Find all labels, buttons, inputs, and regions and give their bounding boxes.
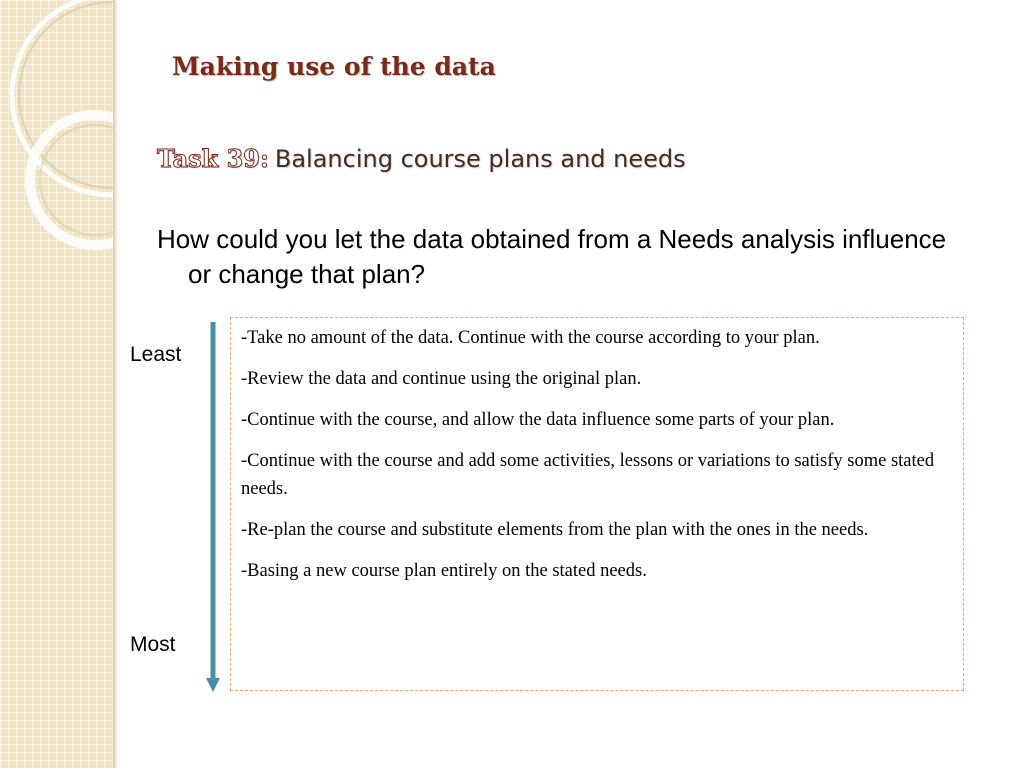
- option-item: -Continue with the course, and allow the data influence some parts of your plan.: [241, 410, 835, 430]
- question-text: How could you let the data obtained from a Needs analysis influence or change that plan?: [157, 224, 947, 289]
- option-item: -Continue with the course and add some activities, lessons or variations to satisfy some stated needs.: [241, 451, 935, 499]
- option-item: -Review the data and continue using the original plan.: [241, 369, 642, 389]
- scale-most-label: Most: [130, 633, 176, 656]
- option-item: -Take no amount of the data. Continue with the course according to your plan.: [241, 328, 820, 348]
- scale-least-label: Least: [130, 343, 182, 366]
- arrow-down-icon: [206, 678, 220, 692]
- option-item: -Re-plan the course and substitute elements from the plan with the ones in the needs.: [241, 520, 869, 540]
- sidebar-edge: [113, 0, 118, 768]
- scale-arrow: [204, 320, 222, 695]
- task-heading: [157, 144, 686, 173]
- task-label: Task 39:: [157, 144, 269, 173]
- decorative-sidebar: [0, 0, 113, 768]
- slide-title: Making use of the data: [172, 52, 496, 81]
- task-title: Balancing course plans and needs: [274, 145, 686, 173]
- decorative-circles: [0, 0, 113, 768]
- options-box: [230, 317, 964, 691]
- option-item: -Basing a new course plan entirely on the stated needs.: [241, 561, 647, 581]
